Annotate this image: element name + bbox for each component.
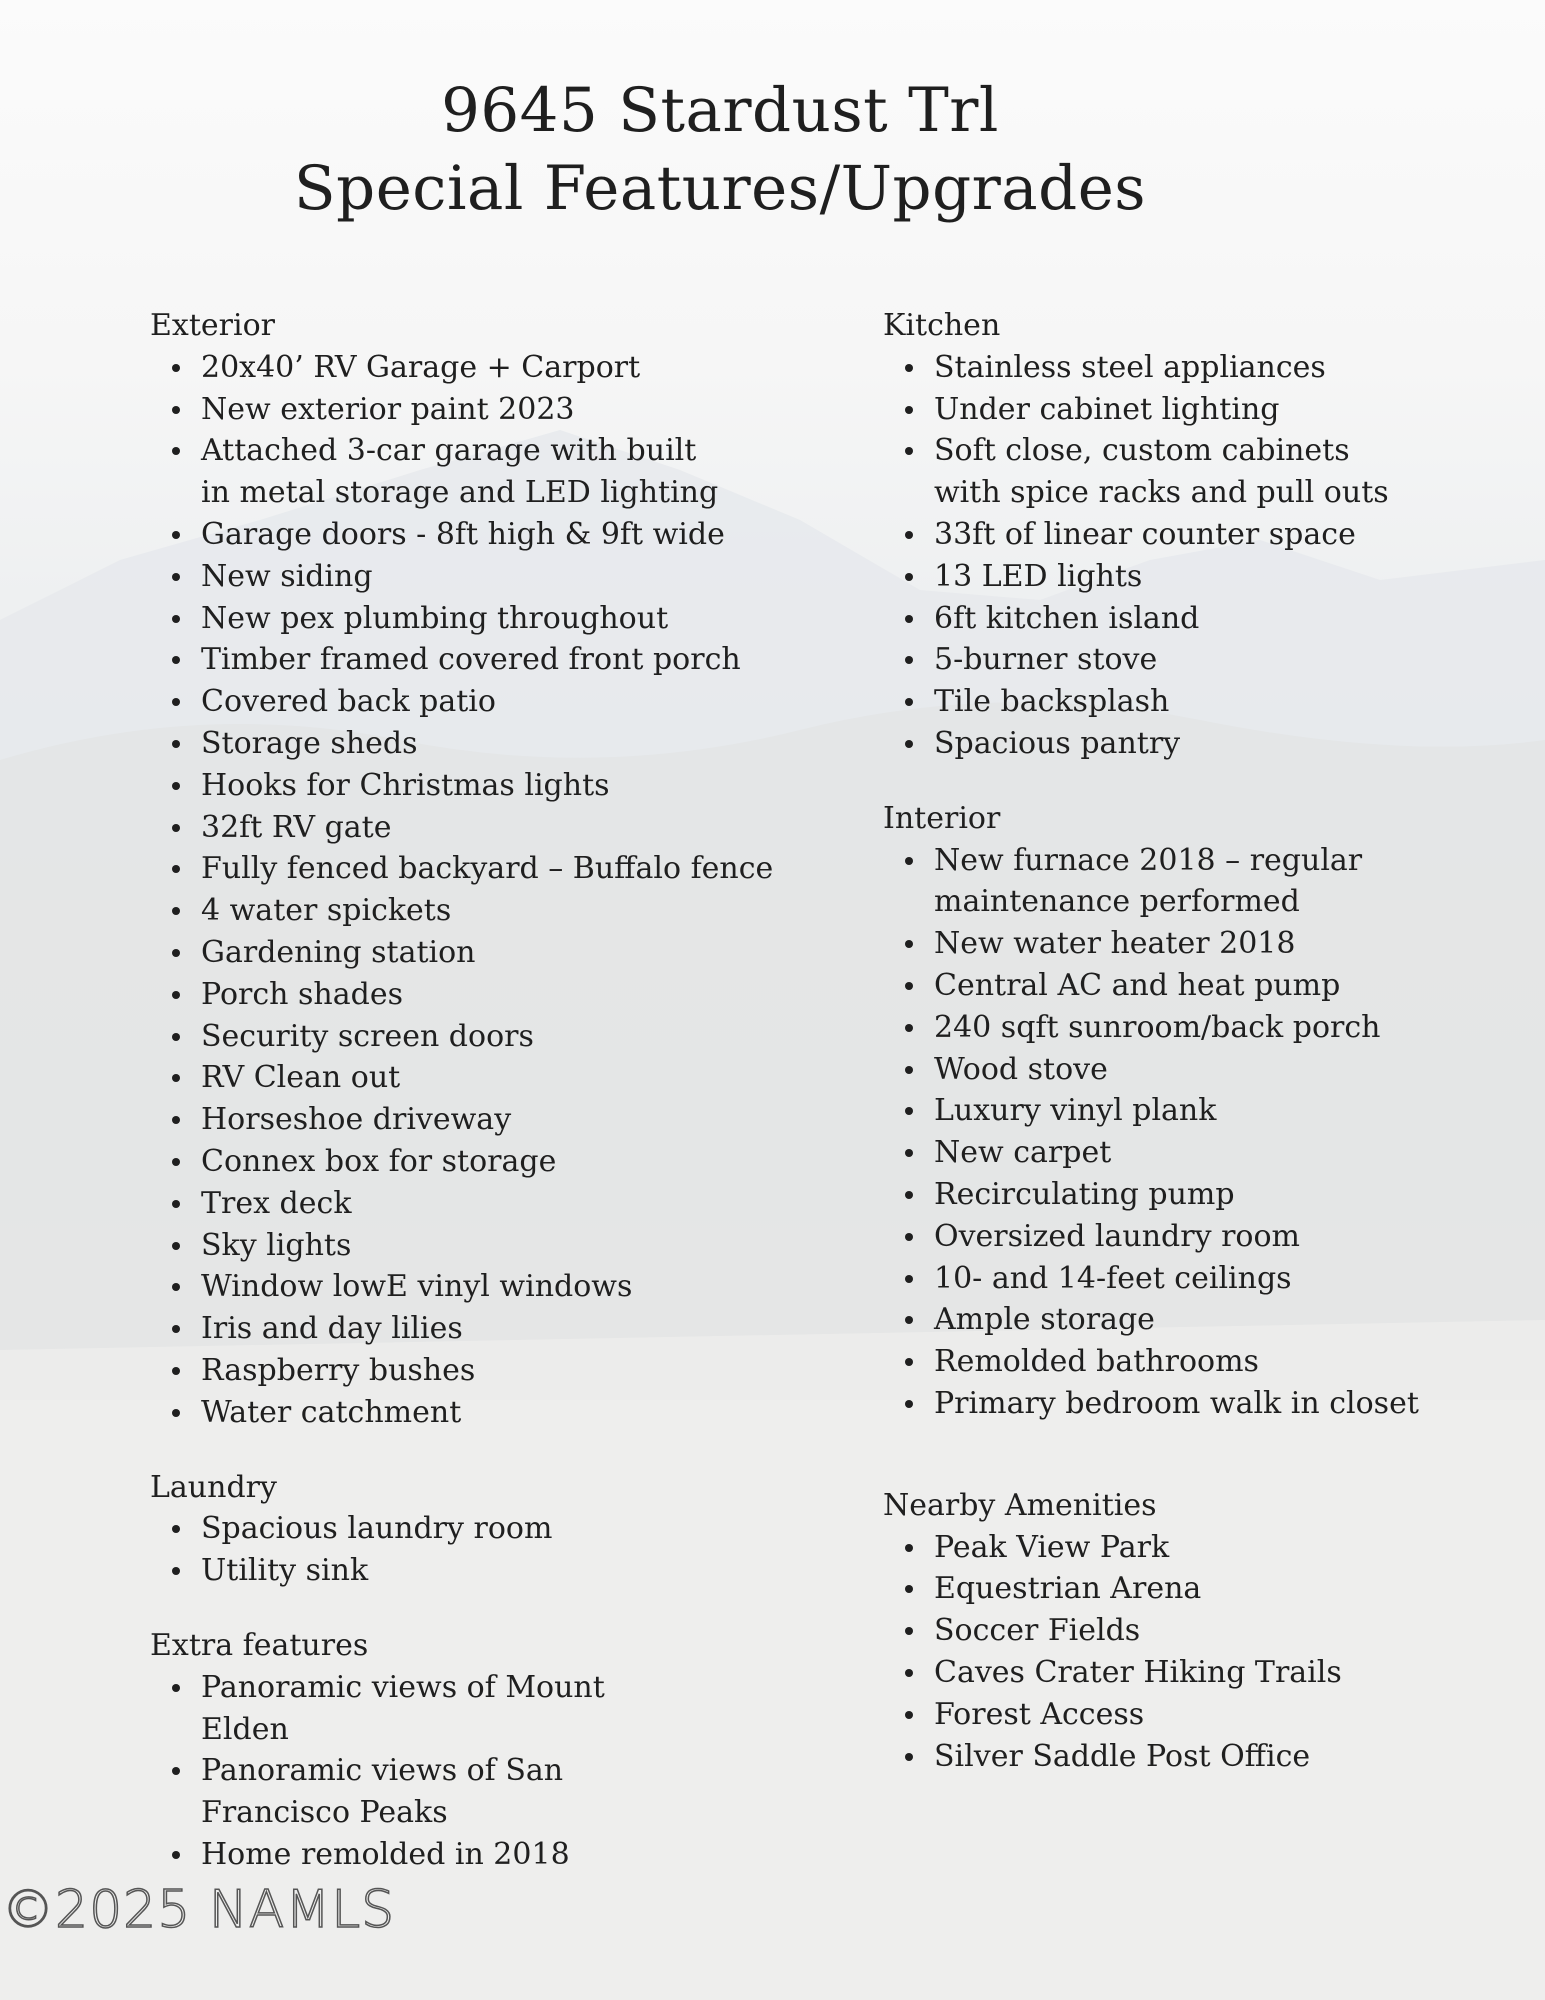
list-item: Porch shades [201, 974, 780, 1016]
list-item: 4 water spickets [201, 890, 780, 932]
list-item: Central AC and heat pump [934, 965, 1443, 1007]
list-item: Trex deck [201, 1183, 780, 1225]
list-item: New water heater 2018 [934, 923, 1443, 965]
list-item: Panoramic views of Mount Elden [201, 1667, 611, 1751]
list-item: 10- and 14-feet ceilings [934, 1258, 1443, 1300]
list-item: New siding [201, 556, 780, 598]
list-item: Stainless steel appliances [934, 347, 1443, 389]
list-item: Window lowE vinyl windows [201, 1266, 780, 1308]
section-heading-kitchen: Kitchen [883, 308, 1001, 343]
left-column [150, 305, 780, 1876]
list-item: 20x40’ RV Garage + Carport [201, 347, 780, 389]
list-item: Silver Saddle Post Office [934, 1736, 1443, 1778]
list-item: Raspberry bushes [201, 1350, 780, 1392]
kitchen-list [883, 347, 1443, 765]
list-item: Home remolded in 2018 [201, 1834, 780, 1876]
list-item: Spacious pantry [934, 723, 1443, 765]
list-item: Timber framed covered front porch [201, 639, 780, 681]
list-item: New exterior paint 2023 [201, 389, 780, 431]
list-item: Panoramic views of San Francisco Peaks [201, 1750, 601, 1834]
list-item: Utility sink [201, 1550, 780, 1592]
list-item: Peak View Park [934, 1527, 1443, 1569]
amenities-list [883, 1527, 1443, 1778]
extra-features-list [150, 1667, 780, 1876]
list-item: Sky lights [201, 1225, 780, 1267]
list-item: Wood stove [934, 1049, 1443, 1091]
list-item: New pex plumbing throughout [201, 598, 780, 640]
section-heading-nearby-amenities: Nearby Amenities [883, 1487, 1157, 1523]
section-heading-extra-features: Extra features [150, 1627, 369, 1663]
list-item: 6ft kitchen island [934, 598, 1443, 640]
title-subtitle: Special Features/Upgrades [293, 153, 1147, 225]
title-address: 9645 Stardust Trl [441, 75, 999, 146]
list-item: Spacious laundry room [201, 1508, 780, 1550]
interior-list [883, 840, 1443, 1425]
list-item: Fully fenced backyard – Buffalo fence [201, 848, 780, 890]
list-item: 5-burner stove [934, 639, 1443, 681]
page-title [0, 72, 1440, 228]
list-item: Recirculating pump [934, 1174, 1443, 1216]
right-column [883, 305, 1443, 1777]
list-item: Water catchment [201, 1392, 780, 1434]
list-item: RV Clean out [201, 1057, 780, 1099]
list-item: Luxury vinyl plank [934, 1090, 1443, 1132]
list-item: Iris and day lilies [201, 1308, 780, 1350]
list-item: Attached 3-car garage with built in metal storage and LED lighting [201, 430, 721, 514]
list-item: Horseshoe driveway [201, 1099, 780, 1141]
list-item: Soft close, custom cabinets with spice racks and pull outs [934, 430, 1424, 514]
list-item: Forest Access [934, 1694, 1443, 1736]
section-heading-laundry: Laundry [150, 1469, 277, 1505]
list-item: New carpet [934, 1132, 1443, 1174]
list-item: 33ft of linear counter space [934, 514, 1443, 556]
list-item: Gardening station [201, 932, 780, 974]
list-item: Remolded bathrooms [934, 1341, 1443, 1383]
list-item: Connex box for storage [201, 1141, 780, 1183]
section-heading-interior: Interior [883, 800, 1001, 836]
list-item: Oversized laundry room [934, 1216, 1443, 1258]
list-item: Covered back patio [201, 681, 780, 723]
list-item: 13 LED lights [934, 556, 1443, 598]
list-item: Garage doors - 8ft high & 9ft wide [201, 514, 780, 556]
list-item: 32ft RV gate [201, 807, 780, 849]
exterior-list [150, 347, 780, 1434]
list-item: Hooks for Christmas lights [201, 765, 780, 807]
list-item: Under cabinet lighting [934, 389, 1443, 431]
list-item: New furnace 2018 – regular maintenance performed [934, 840, 1364, 924]
list-item: Tile backsplash [934, 681, 1443, 723]
list-item: Soccer Fields [934, 1610, 1443, 1652]
list-item: Storage sheds [201, 723, 780, 765]
list-item: Equestrian Arena [934, 1568, 1443, 1610]
section-heading-exterior: Exterior [150, 308, 275, 343]
list-item: Caves Crater Hiking Trails [934, 1652, 1443, 1694]
copyright-watermark: ©2025 NAMLS [2, 1880, 396, 1940]
list-item: Security screen doors [201, 1016, 780, 1058]
list-item: 240 sqft sunroom/back porch [934, 1007, 1443, 1049]
list-item: Ample storage [934, 1299, 1443, 1341]
list-item: Primary bedroom walk in closet [934, 1383, 1443, 1425]
laundry-list [150, 1508, 780, 1592]
